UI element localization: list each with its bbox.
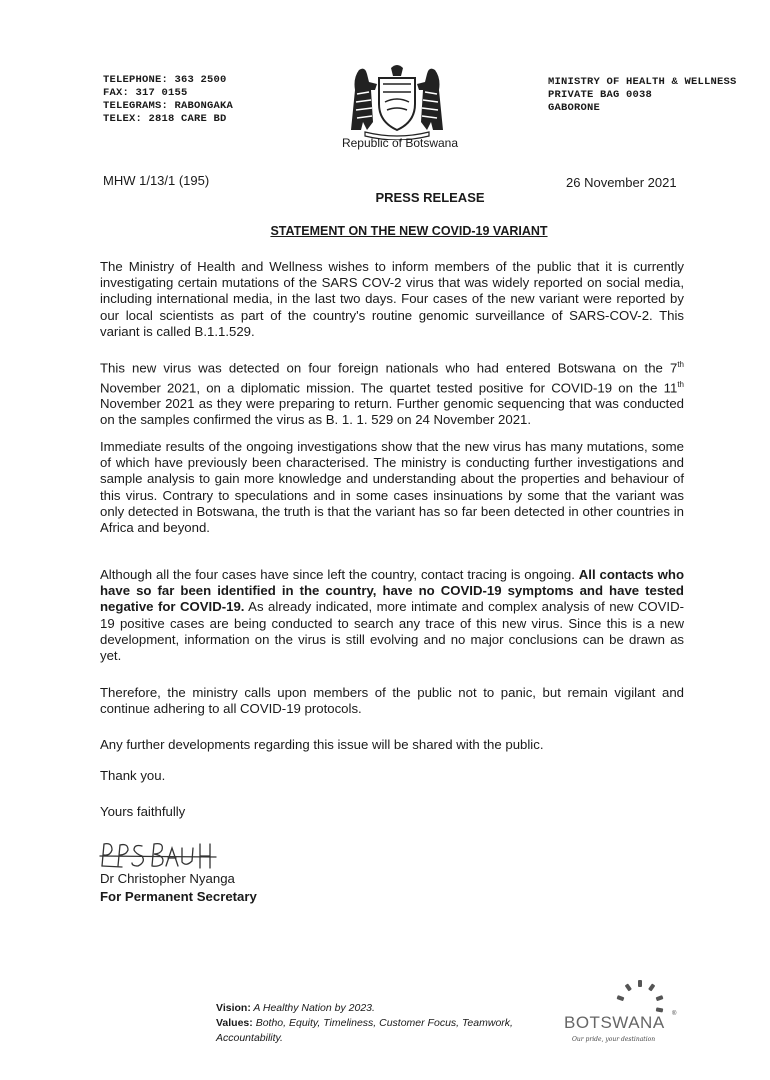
signatory-name: Dr Christopher Nyanga [100, 871, 235, 886]
ordinal-suffix: th [677, 360, 684, 369]
svg-text:®: ® [672, 1011, 677, 1017]
press-release-heading: PRESS RELEASE [375, 190, 485, 205]
paragraph-2-part-a: This new virus was detected on four foreign nationals who had entered Botswana on the 7 [100, 360, 678, 376]
values-line [216, 1016, 556, 1046]
paragraph-4 [100, 567, 684, 664]
crest-caption: Republic of Botswana [341, 136, 459, 150]
paragraph-2-part-c: November 2021 as they were preparing to return. Further genomic sequencing that was conducted on the samples confirmed the virus as B. 1. 1. 529 on 24 November 2021. [100, 396, 684, 428]
ordinal-suffix: th [677, 379, 684, 389]
statement-subject: STATEMENT ON THE NEW COVID-19 VARIANT [270, 224, 548, 238]
fax-line: FAX: 317 0155 [103, 87, 188, 99]
signatory-title: For Permanent Secretary [100, 889, 257, 904]
botswana-brand-logo [560, 978, 680, 1048]
paragraph-2 [100, 357, 684, 429]
paragraph-3: Immediate results of the ongoing investigations show that the new virus has many mutations, some of which have previously been characterised. The ministry is conducting further investigations and sample analysis to gain more knowledge and understanding about the properties and behaviour of this virus. Contrary to speculations and in some cases insinuations by some that the variant was only detected in Botswana, the truth is that the variant has so far been detected in other countries in Africa and beyond. [100, 439, 684, 536]
telephone-line: TELEPHONE: 363 2500 [103, 74, 227, 86]
paragraph-2-part-b: November 2021, on a diplomatic mission. The quartet tested positive for COVID-19 on the 11 [100, 379, 678, 395]
telex-line: TELEX: 2818 CARE BD [103, 113, 227, 125]
vision-line [216, 1001, 556, 1016]
paragraph-4-part-a: Although all the four cases have since left the country, contact tracing is ongoing. [100, 567, 579, 582]
city: GABORONE [548, 102, 601, 114]
thank-you: Thank you. [100, 768, 166, 783]
ministry-address [548, 76, 737, 115]
contact-details [103, 74, 233, 126]
vision-label: Vision: [216, 1002, 251, 1014]
values-text: Botho, Equity, Timeliness, Customer Focus, Teamwork, Accountability. [216, 1017, 513, 1044]
footer-vision-values [216, 1001, 556, 1046]
paragraph-4-emphasis: All contacts who have so far been identified in the country, have no COVID-19 symptoms and have tested negative for COVID-19. [100, 567, 685, 615]
ministry-name: MINISTRY OF HEALTH & WELLNESS [548, 76, 737, 88]
private-bag: PRIVATE BAG 0038 [548, 89, 653, 101]
reference-number: MHW 1/13/1 (195) [103, 173, 210, 188]
telegrams-line: TELEGRAMS: RABONGAKA [103, 100, 234, 112]
handwritten-signature [98, 836, 228, 872]
brand-logo-text: BOTSWANA [564, 1013, 665, 1032]
paragraph-5: Therefore, the ministry calls upon members of the public not to panic, but remain vigilant and continue adhering to all COVID-19 protocols. [100, 685, 684, 717]
paragraph-1: The Ministry of Health and Wellness wishes to inform members of the public that it is currently investigating certain mutations of the SARS COV-2 virus that was widely reported on social media, including international media, in the last two days. Four cases of the new variant were reported by our local scientists as part of the country's routine genomic surveillance of SARS-COV-2. This variant is called B.1.1.529. [100, 259, 684, 339]
values-label: Values: [216, 1017, 253, 1029]
sign-off: Yours faithfully [100, 804, 186, 819]
coat-of-arms-icon [337, 60, 457, 140]
release-date: 26 November 2021 [566, 175, 677, 190]
vision-text: A Healthy Nation by 2023. [250, 1002, 375, 1014]
brand-tagline: Our pride, your destination [572, 1036, 656, 1043]
paragraph-6: Any further developments regarding this issue will be shared with the public. [100, 737, 544, 752]
paragraph-4-part-b: As already indicated, more intimate and complex analysis of new COVID-19 positive cases are being conducted to search any trace of this new virus. Since this is a new development, information on the virus is still evolving and no major conclusions can be drawn as yet. [100, 599, 684, 664]
